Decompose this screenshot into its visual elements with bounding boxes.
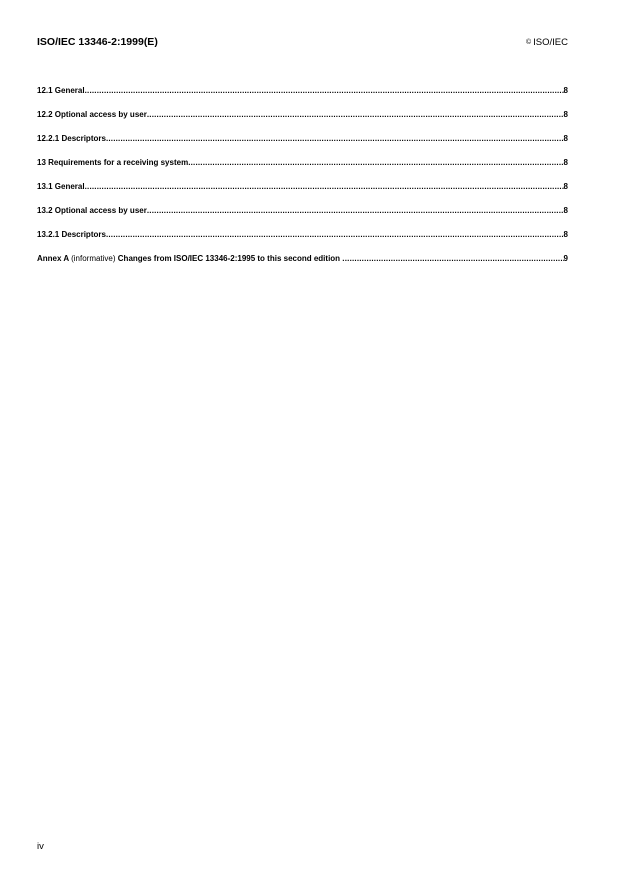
- toc-entry[interactable]: [37, 110, 568, 134]
- annex-title: Changes from ISO/IEC 13346-2:1995 to this second edition: [117, 254, 341, 263]
- toc-entry-page: 9: [563, 254, 568, 263]
- toc-leader-dots: [147, 206, 564, 215]
- toc-entry-title: 12.2.1 Descriptors: [37, 134, 106, 143]
- toc-leader-dots: [85, 182, 564, 191]
- copyright-owner: ISO/IEC: [533, 37, 568, 48]
- toc-entry[interactable]: [37, 230, 568, 254]
- toc-entry[interactable]: [37, 182, 568, 206]
- toc-entry-page: 8: [563, 230, 568, 239]
- toc-entry-title: [37, 254, 342, 263]
- toc-entry-title: 13.2 Optional access by user: [37, 206, 147, 215]
- toc-entry-page: 8: [563, 134, 568, 143]
- toc-leader-dots: [85, 86, 564, 95]
- annex-note: (informative): [71, 254, 116, 263]
- toc-entry-title: 13 Requirements for a receiving system: [37, 158, 189, 167]
- document-standard-id: ISO/IEC 13346-2:1999(E): [37, 36, 158, 48]
- toc-entry-page: 8: [563, 158, 568, 167]
- toc-entry-title: 12.2 Optional access by user: [37, 110, 147, 119]
- copyright-symbol: ©: [525, 39, 532, 46]
- toc-entry-title: 12.1 General: [37, 86, 85, 95]
- toc-entry-page: 8: [563, 182, 568, 191]
- toc-entry[interactable]: [37, 158, 568, 182]
- toc-entry[interactable]: [37, 86, 568, 110]
- toc-entry-page: 8: [563, 206, 568, 215]
- copyright-notice: [526, 37, 568, 48]
- toc-leader-dots: [106, 230, 564, 239]
- page-number: iv: [37, 841, 44, 852]
- toc-leader-dots: [106, 134, 564, 143]
- toc-entry[interactable]: [37, 134, 568, 158]
- toc-leader-dots: [147, 110, 564, 119]
- toc-leader-dots: [342, 254, 563, 263]
- table-of-contents: [37, 86, 568, 278]
- toc-entry[interactable]: [37, 206, 568, 230]
- toc-leader-dots: [188, 158, 563, 167]
- toc-entry-title: 13.2.1 Descriptors: [37, 230, 106, 239]
- toc-entry-title: 13.1 General: [37, 182, 85, 191]
- annex-label: Annex A: [37, 254, 69, 263]
- toc-entry-annex-a[interactable]: [37, 254, 568, 278]
- toc-entry-page: 8: [563, 110, 568, 119]
- toc-entry-page: 8: [563, 86, 568, 95]
